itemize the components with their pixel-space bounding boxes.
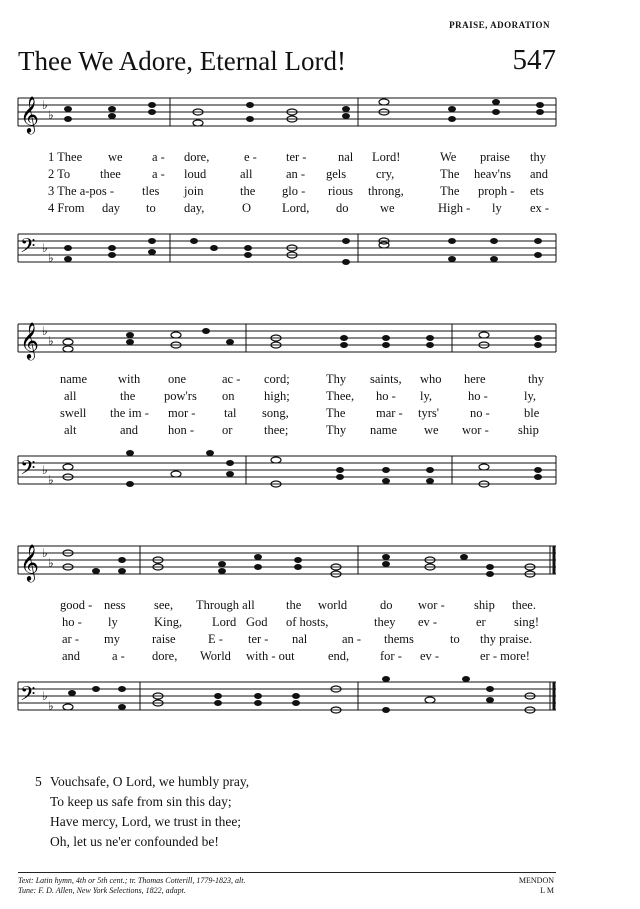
flat-icon: ♭ xyxy=(48,699,54,713)
lyric-line: 2 To thee a - loud all an - gels cry, The heav'ns and xyxy=(48,167,549,181)
stanza-line: Oh, let us ne'er confounded be! xyxy=(50,834,219,849)
treble-staff-1 xyxy=(0,92,640,138)
flat-icon: ♭ xyxy=(48,251,54,265)
flat-icon: ♭ xyxy=(42,241,48,255)
flat-icon: ♭ xyxy=(48,334,54,348)
bass-clef-icon: 𝄢 xyxy=(20,234,36,262)
bass-staff-3 xyxy=(0,676,640,722)
treble-clef-icon: 𝄞 xyxy=(20,321,39,359)
stanza-line: Vouchsafe, O Lord, we humbly pray, xyxy=(50,774,250,789)
flat-icon: ♭ xyxy=(42,98,48,112)
tune-name: MENDON xyxy=(518,876,554,885)
lyric-line: all the pow'rs on high; Thee, ho - ly, ho - ly, xyxy=(64,389,537,403)
bass-clef-icon: 𝄢 xyxy=(20,456,36,484)
lyric-line: 4 From day to day, O Lord, do we High - ly ex - xyxy=(48,201,550,215)
stanza-line: Have mercy, Lord, we trust in thee; xyxy=(50,814,242,829)
flat-icon: ♭ xyxy=(48,556,54,570)
tune-info xyxy=(519,876,554,896)
credits xyxy=(18,876,245,896)
hymn-number: 547 xyxy=(512,44,556,76)
treble-clef-icon: 𝄞 xyxy=(20,95,39,133)
stanza-line: To keep us safe from sin this day; xyxy=(50,794,232,809)
treble-staff-2 xyxy=(0,318,640,364)
lyric-line: alt and hon - or thee; Thy name we wor - ship xyxy=(64,423,539,437)
tune-credit: Tune: F. D. Allen, New York Selections, 1822, adapt. xyxy=(18,886,186,895)
flat-icon: ♭ xyxy=(42,463,48,477)
lyric-line: ar - my raise E - ter - nal an - thems to thy praise. xyxy=(62,632,533,646)
flat-icon: ♭ xyxy=(48,108,54,122)
lyric-line: ho - ly King, Lord God of hosts, they ev - er sing! xyxy=(62,615,539,629)
lyric-line: and a - dore, World with - out end, for - ev - er - more! xyxy=(62,649,530,663)
lyric-line: swell the im - mor - tal song, The mar - tyrs' no - ble xyxy=(60,406,540,420)
lyric-line: name with one ac - cord; Thy saints, who here thy xyxy=(60,372,544,386)
meter: L M xyxy=(540,886,554,895)
treble-staff-3 xyxy=(0,540,640,586)
bass-clef-icon: 𝄢 xyxy=(20,682,36,710)
lyric-line: 3 The a-pos - tles join the glo - rious throng, The proph - ets xyxy=(48,184,544,198)
footer-divider xyxy=(18,872,556,873)
text-credit: Text: Latin hymn, 4th or 5th cent.; tr. Thomas Cotterill, 1779-1823, alt. xyxy=(18,876,246,885)
bass-staff-2 xyxy=(0,450,640,496)
flat-icon: ♭ xyxy=(42,546,48,560)
bass-staff-1 xyxy=(0,228,640,274)
section-heading: PRAISE, ADORATION xyxy=(449,20,550,30)
flat-icon: ♭ xyxy=(42,689,48,703)
flat-icon: ♭ xyxy=(42,324,48,338)
flat-icon: ♭ xyxy=(48,473,54,487)
hymn-title: Thee We Adore, Eternal Lord! xyxy=(18,46,346,76)
lyric-line: good - ness see, Through all the world do wor - ship thee. xyxy=(60,598,536,612)
stanza-5 xyxy=(35,772,250,852)
lyric-line: 1 Thee we a - dore, e - ter - nal Lord! We praise thy xyxy=(48,150,546,164)
treble-clef-icon: 𝄞 xyxy=(20,543,39,581)
stanza-number: 5 xyxy=(35,774,42,789)
